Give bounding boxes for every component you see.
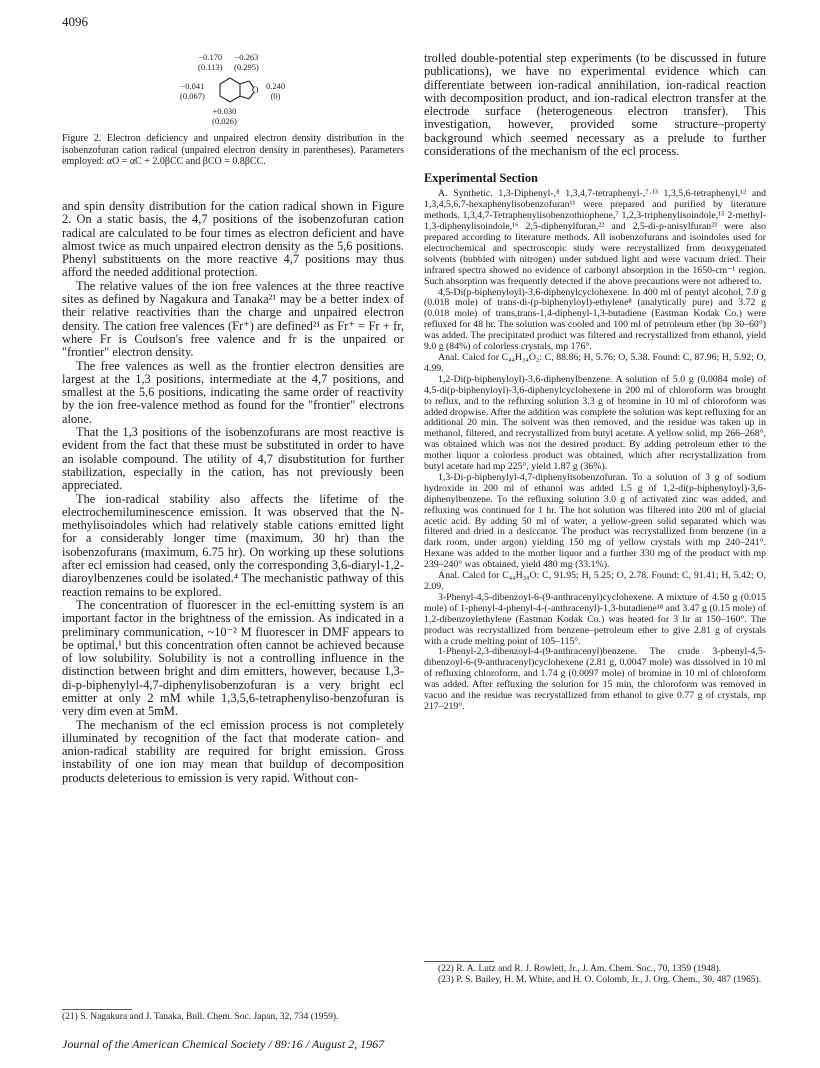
- figure-caption: Figure 2. Electron deficiency and unpaired electron density distribution in the isobenzofuran cation radical (unpaired electron density in parentheses). Parameters employed: αO = αC + 2.0βCC and βCO = 0.8βCC.: [62, 133, 404, 167]
- paragraph: Anal. Calcd for C₄₄H₃₄O₂: C, 88.86; H, 5.76; O, 5.38. Found: C, 87.96; H, 5.92; O, 4.99.: [424, 351, 766, 374]
- label-top-left: −0.170 (0.113): [198, 52, 223, 72]
- label-mid-right: 0.240 (0): [266, 81, 286, 101]
- footnote-23: (23) P. S. Bailey, H. M. White, and H. O. Colomb, Jr., J. Org. Chem., 30, 487 (1965).: [438, 974, 762, 985]
- paragraph: Anal. Calcd for C₄₄H₃₀O: C, 91.95; H, 5.25; O, 2.78. Found: C, 91.41; H, 5.42; O, 2.09.: [424, 570, 766, 592]
- footnote-rule-left: [62, 1009, 132, 1010]
- paragraph: The mechanism of the ecl emission process is not completely illuminated by recognition of the fact that moderate cation- and anion-radical stability are required for bright emission. Gross instability of one ion may mean that buildup of decomposition products deleterious to emission is very rapid. Without con-: [62, 717, 404, 785]
- paragraph: 1,3-Di-p-biphenylyl-4,7-diphenylisobenzofuran. To a solution of 3 g of sodium hydroxide in 200 ml of ethanol was added 1.5 g of 1,2-di(p-biphenyloyl)-3,6-diphenylbenzene. To the refluxing solution 3.0 g of activated zinc was added, and refluxing was continued for 1 hr. The hot solution was filtered into 200 ml of glacial acetic acid. By adding 50 ml of water, a yellow-green solid separated which was filtered and dried in a desiccator. The product was recrystallized from benzene (in a dark room, under argon) yielding 150 mg of yellow crystals with mp 240–241°. Hexane was added to the mother liquor and a further 330 mg of the product with mp 239–240° was obtained, yield 480 mg (33.1%).: [424, 471, 766, 571]
- paragraph: 4,5-Di(p-biphenyloyl)-3,6-diphenylcyclohexene. In 400 ml of pentyl alcohol, 7.0 g (0.018 mole) of trans-di-(p-biphenyloyl)-ethylene⁸ (analytically pure) and 3.72 g (0.018 mole) of trans,trans-1,4-diphenyl-1,3-butadiene (Eastman Kodak Co.) were refluxed for 48 hr. The solution was cooled and 100 ml of petroleum ether (bp 30–60°) was added. The precipitated product was filtered and recrystallized from ethanol, yield 9.0 g (84%) of colorless crystals, mp 176°.: [424, 286, 766, 353]
- figure-2-structure: [180, 50, 306, 130]
- paragraph: A. Synthetic. 1,3-Diphenyl-,⁸ 1,3,4,7-tetraphenyl-,⁷·¹³ 1,3,5,6-tetraphenyl,¹² and 1,3,4,5,6,7-hexaphenylisobenzofuran¹¹ were prepared and purified by literature methods. 1,3,4,7-Tetraphenylisobenzothiophene,⁷ 1,2,3-triphenylisoindole,¹⁵ 2-methyl-1,3-diphenylisoindole,¹⁶ 2,5-diphenylfuran,²² and 2,5-di-p-anisylfuran²³ were also prepared according to literature methods. All isobenzofurans and isoindoles used for electrochemical and spectroscopic study were recrystallized from deoxygenated solvents (bubbled with nitrogen) under subdued light and were vacuum dried. Their infrared spectra showed no evidence of carbonyl absorption in the 1650-cm⁻¹ region. Such absorption was frequently detected if the above precautions were not adhered to.: [424, 188, 766, 287]
- footnote-21: (21) S. Nagakura and J. Tanaka, Bull. Chem. Soc. Japan, 32, 734 (1959).: [62, 1012, 339, 1022]
- footnotes-right: [424, 964, 766, 985]
- page-number: 4096: [62, 14, 88, 29]
- paragraph: That the 1,3 positions of the isobenzofurans are most reactive is evident from the fact that these must be substituted in order to have an isolable compound. The utility of 4,7 disubstitution for further stabilization, especially in the cation, has not previously been appreciated.: [62, 425, 404, 493]
- paragraph: The ion-radical stability also affects the lifetime of the electrochemiluminescence emission. It was observed that the N-methylisoindoles which had relatively stable cations emitted light for a considerably longer time (maximum, 30 hr) than the isobenzofurans (maximum, 6.75 hr). On working up these solutions after ecl emission had ceased, only the corresponding 3,6-diaryl-1,2-diaroylbenzenes could be isolated.⁴ The mechanistic pathway of this reaction remains to be explored.: [62, 491, 404, 599]
- paragraph: The relative values of the ion free valences at the three reactive sites as defined by Nagakura and Tanaka²¹ may be a better index of their relative reactivities than the charge and unpaired electron density. The cation free valences (Fr⁺) are defined²¹ as Fr⁺ = Fr + fr, where Fr is Coulson's free valence and fr is the unpaired or "frontier" electron density.: [62, 278, 404, 360]
- footnote-22: (22) R. A. Lutz and R. J. Rowlett, Jr., J. Am. Chem. Soc., 70, 1359 (1948).: [438, 964, 722, 974]
- label-bottom: +0.030 (0.026): [212, 106, 237, 126]
- paragraph: 3-Phenyl-4,5-dibenzoyl-6-(9-anthracenyl)cyclohexene. A mixture of 4.50 g (0.015 mole) of 1-phenyl-4-phenyl-4-(-anthracenyl)-1,3-butadiene¹⁸ and 3.47 g (0.15 mole) of 1,2-dibenzoylethylene (Eastman Kodak Co.) was heated for 3 hr at 150–160°. The product was recrystallized from benzene–petroleum ether to give 2.81 g of crystals with a crude melting point of 105–115°.: [424, 591, 766, 647]
- label-mid-left: −0.041 (0.067): [180, 81, 205, 101]
- paragraph: 1,2-Di(p-biphenyloyl)-3,6-diphenylbenzene. A solution of 5.0 g (0.0084 mole) of 4,5-di(p-biphenyloyl)-3,6-diphenylcyclohexene in 200 ml of chloroform was brought to reflux, and to the refluxing solution 3.3 g of bromine in 10 ml of chloroform was added dropwise. After the addition was complete the solution was kept refluxing for an additional 20 min. The solvent was then removed, and the residue was taken up in methanol, filtered, and recrystallized from butyl acetate. A yellow solid, mp 266–268°, was obtained which was not the desired product. By adding petroleum ether to the mother liquor a colorless product was obtained, which after recrystallization from butyl acetate had mp 225°, yield 1.87 g (36%).: [424, 373, 766, 473]
- paragraph: The free valences as well as the frontier electron densities are largest at the 1,3 positions, intermediate at the 4,7 positions, and smallest at the 5,6 positions, indicating the same order of reactivity by the ion free-valence method as found for the "frontier" electrons alone.: [62, 358, 404, 426]
- paragraph: and spin density distribution for the cation radical shown in Figure 2. On a static basis, the 4,7 positions of the isobenzofuran cation radical are calculated to be four times as electron deficient and have almost twice as much unpaired electron density as the 5,6 positions. Phenyl substituents on the more reactive 4,7 positions may thus afford the needed additional protection.: [62, 199, 404, 280]
- right-column: [424, 52, 766, 713]
- paragraph: 1-Phenyl-2,3-dibenzoyl-4-(9-anthracenyl)benzene. The crude 3-phenyl-4,5-dibenzoyl-6-(9-anthracenyl)cyclohexene (2.81 g, 0.0047 mole) was dissolved in 10 ml of refluxing chloroform, and 1.74 g (0.0097 mole) of bromine in 10 ml of chloroform was added. After refluxing the solution for 15 min, the chloroform was removed in vacuo and the residue was recrystallized from ethanol to give 0.77 g of crystals, mp 217–219°.: [424, 646, 766, 712]
- atom-oxygen: O: [252, 85, 259, 95]
- left-column: [62, 200, 404, 785]
- footnote-rule-right: [424, 961, 494, 962]
- section-title: Experimental Section: [424, 171, 538, 186]
- paragraph: The concentration of fluorescer in the ecl-emitting system is an important factor in the brightness of the emission. As indicated in a preliminary communication, ~10⁻² M fluorescer in DMF appears to be optimal,¹ but this concentration often cannot be achieved because of low solubility. Solubility is not a controlling influence in the distinction between bright and dim emitters, however, because 1,3-di-p-biphenylyl-4,7-diphenylisobenzofuran is a very bright ecl emitter at only 2 mM while 1,3,5,6-tetraphenyliso-benzofuran is very dim even at 5mM.: [62, 597, 404, 719]
- label-top-right: −0.263 (0.295): [234, 52, 259, 72]
- journal-footer: Journal of the American Chemical Society / 89:16 / August 2, 1967: [62, 1037, 385, 1051]
- paragraph: trolled double-potential step experiments (to be discussed in future publications), we have no experimental evidence which can differentiate between ion-radical annihilation, ion-radical reaction with decomposition product, and ion-radical electron transfer at the electrode surface (heterogeneous electron transfer). This investigation, however, provided some structure–property background which seemed necessary as a prelude to further considerations of the mechanism of the ecl process.: [424, 51, 766, 159]
